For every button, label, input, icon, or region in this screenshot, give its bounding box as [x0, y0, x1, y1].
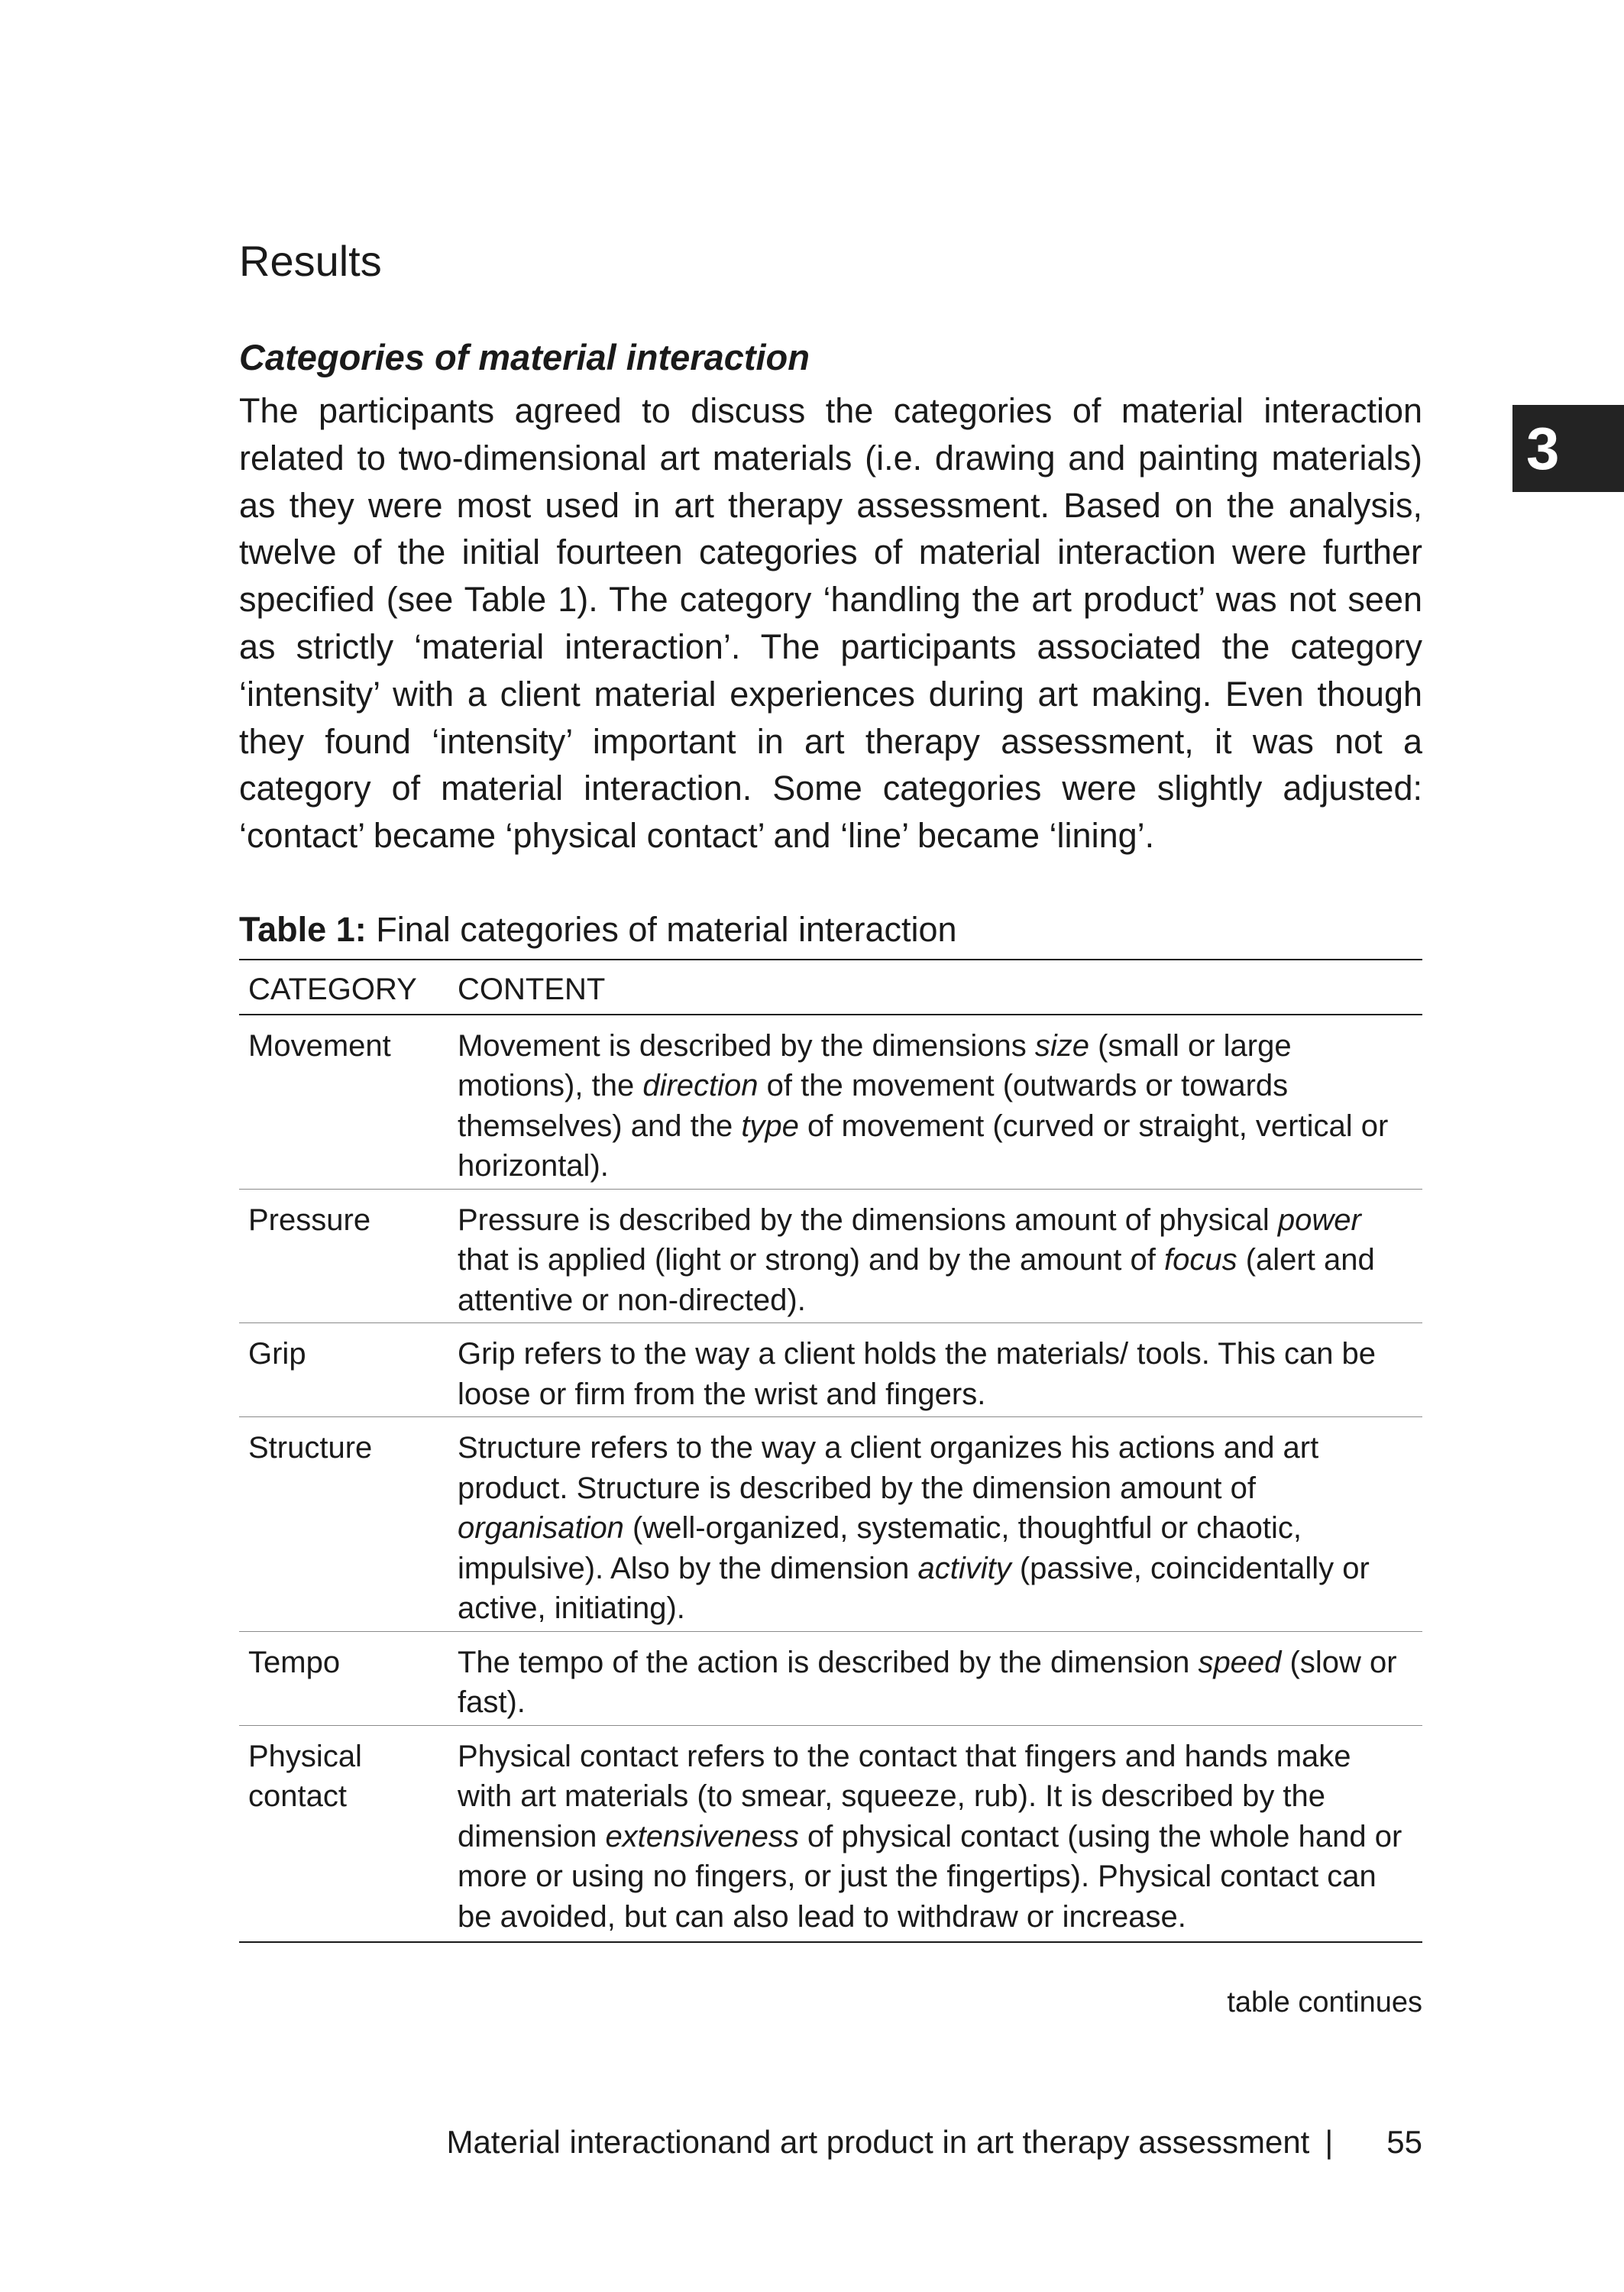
table-container: [239, 959, 1422, 1943]
running-title: Material interactionand art product in art therapy assessment: [446, 2124, 1310, 2160]
chapter-number-tab: 3: [1512, 405, 1624, 492]
content-emphasis: power: [1277, 1203, 1361, 1237]
cell-content: [448, 1631, 1422, 1725]
cell-category: Structure: [239, 1417, 448, 1632]
content-text: The tempo of the action is described by the dimension: [458, 1645, 1199, 1679]
content-text: (small or large motions), the: [458, 1028, 1292, 1102]
cell-content: [448, 1725, 1422, 1942]
content-emphasis: size: [1034, 1028, 1090, 1063]
cell-category: Grip: [239, 1323, 448, 1417]
content-text: (passive, coincidentally or active, initiating).: [458, 1551, 1370, 1625]
table-caption: [239, 909, 957, 950]
material-interaction-table: [239, 959, 1422, 1943]
content-emphasis: type: [741, 1109, 799, 1143]
subsection-heading: Categories of material interaction: [239, 337, 810, 377]
header-content: CONTENT: [448, 960, 1422, 1015]
cell-content: [448, 1189, 1422, 1323]
table-continues-note: table continues: [1227, 1986, 1422, 2018]
page-number: 55: [1386, 2124, 1422, 2160]
table-caption-text: Final categories of material interaction: [366, 910, 957, 949]
content-text: Physical contact refers to the contact that fingers and hands make with art materials (to smear, squeeze, rub). It is described by the dimension: [458, 1739, 1351, 1853]
content-text: (alert and attentive or non-directed).: [458, 1243, 1375, 1317]
content-text: Grip refers to the way a client holds the materials/ tools. This can be loose or firm from the wrist and fingers.: [458, 1337, 1377, 1411]
content-text: of movement (curved or straight, vertical or horizontal).: [458, 1109, 1389, 1183]
cell-content: [448, 1015, 1422, 1190]
content-text: Movement is described by the dimensions: [458, 1028, 1035, 1063]
page-footer: [446, 2124, 1422, 2161]
header-category: CATEGORY: [239, 960, 448, 1015]
content-emphasis: organisation: [458, 1511, 624, 1545]
content-text: Pressure is described by the dimensions amount of physical: [458, 1203, 1278, 1237]
body-paragraph: The participants agreed to discuss the categories of material interaction related to two-dimensional art materials (i.e. drawing and painting materials) as they were most used in art therapy assessment. Based on the analysis, twelve of the initial fourteen categories of material interaction were further specified (see Table 1). The category ‘handling the art product’ was not seen as strictly ‘material interaction’. The participants associated the category ‘intensity’ with a client material experiences during art making. Even though they found ‘intensity’ important in art therapy assessment, it was not a category of material interaction. Some categories were slightly adjusted: ‘contact’ became ‘physical contact’ and ‘line’ became ‘lining’.: [239, 391, 1422, 856]
content-emphasis: activity: [917, 1551, 1011, 1585]
content-emphasis: extensiveness: [605, 1819, 799, 1853]
table-header-row: [239, 960, 1422, 1015]
table-row: [239, 1725, 1422, 1942]
section-heading: Results: [239, 237, 382, 285]
content-emphasis: direction: [642, 1069, 759, 1102]
cell-content: [448, 1417, 1422, 1632]
table-row: [239, 1631, 1422, 1725]
table-row: [239, 1323, 1422, 1417]
cell-category: Physical contact: [248, 1739, 362, 1813]
content-text: (well-organized, systematic, thoughtful or chaotic, impulsive). Also by the dimension: [458, 1511, 1302, 1585]
table-row: [239, 1015, 1422, 1190]
content-text: that is applied (light or strong) and by the amount of: [458, 1243, 1164, 1277]
footer-separator: |: [1325, 2124, 1334, 2160]
content-emphasis: speed: [1198, 1645, 1282, 1679]
cell-category: Pressure: [239, 1189, 448, 1323]
cell-category: Movement: [239, 1015, 448, 1190]
content-text: (slow or fast).: [458, 1645, 1397, 1719]
cell-content: [448, 1323, 1422, 1417]
table-caption-label: Table 1:: [239, 910, 367, 949]
table-body: [239, 1015, 1422, 1943]
content-text: Structure refers to the way a client organizes his actions and art product. Structure is described by the dimension amount of: [458, 1431, 1319, 1505]
content-text: of the movement (outwards or towards themselves) and the: [458, 1069, 1289, 1143]
content-text: of physical contact (using the whole hand or more or using no fingers, or just the fingertips). Physical contact can be avoided, but can also lead to withdraw or increase.: [458, 1819, 1402, 1934]
content-emphasis: focus: [1163, 1243, 1237, 1277]
table-row: [239, 1417, 1422, 1632]
table-row: [239, 1189, 1422, 1323]
cell-category: Tempo: [239, 1631, 448, 1725]
